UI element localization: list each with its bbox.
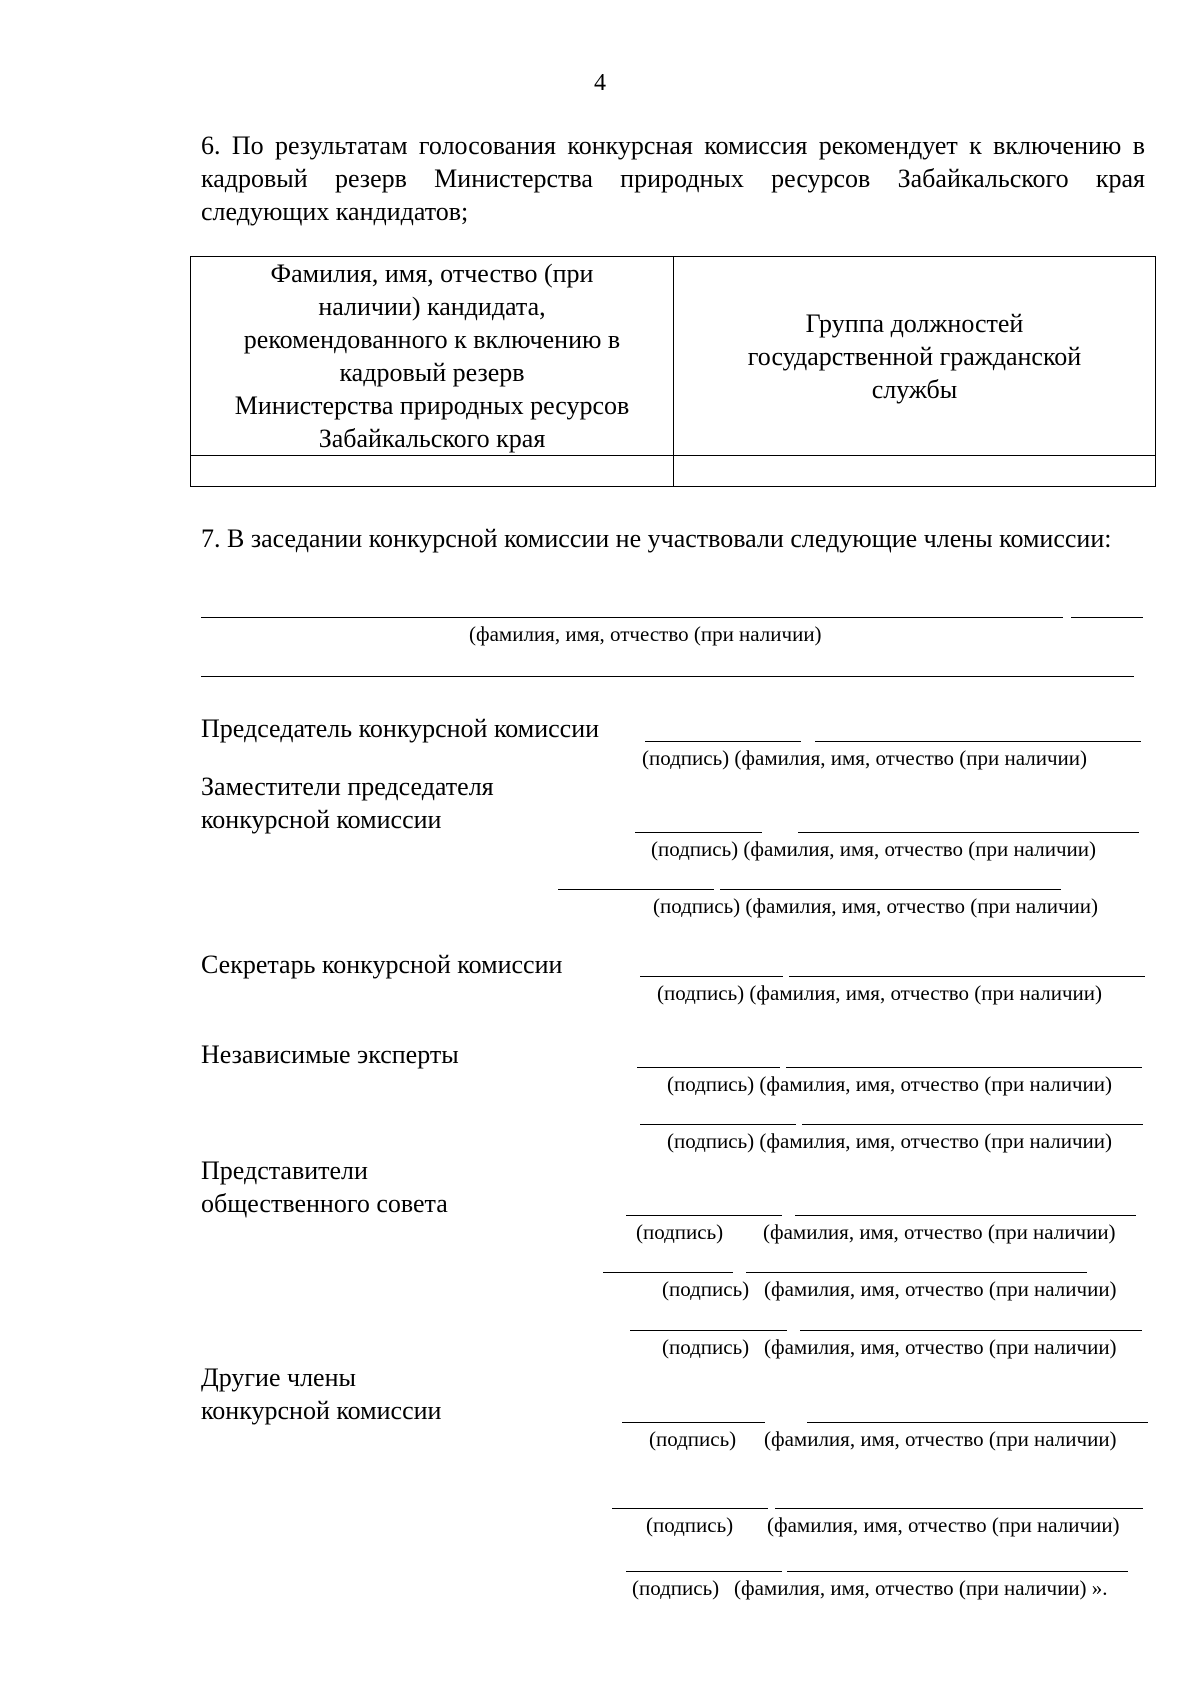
other-members-label: Другие члены конкурсной комиссии xyxy=(201,1363,442,1425)
signature-line[interactable] xyxy=(640,976,783,977)
header-line: государственной гражданской xyxy=(747,341,1082,371)
signature-caption-name-final: (фамилия, имя, отчество (при наличии) ». xyxy=(734,1576,1108,1600)
signature-line[interactable] xyxy=(637,1067,780,1068)
signature-caption-name: (фамилия, имя, отчество (при наличии) xyxy=(767,1513,1120,1537)
name-line[interactable] xyxy=(746,1272,1087,1273)
signature-caption-sign: (подпись) xyxy=(662,1277,750,1301)
signature-line[interactable] xyxy=(640,1124,796,1125)
name-line[interactable] xyxy=(775,1508,1143,1509)
signature-caption-sign: (подпись) xyxy=(636,1220,724,1244)
signature-line[interactable] xyxy=(622,1422,765,1423)
secretary-label: Секретарь конкурсной комиссии xyxy=(201,950,563,979)
table-cell[interactable] xyxy=(674,456,1156,487)
name-line[interactable] xyxy=(795,1215,1136,1216)
name-line[interactable] xyxy=(800,1330,1142,1331)
chairman-label: Председатель конкурсной комиссии xyxy=(201,714,600,743)
name-line[interactable] xyxy=(720,889,1061,890)
table-cell[interactable] xyxy=(191,456,674,487)
signature-caption: (подпись) (фамилия, имя, отчество (при наличии) xyxy=(642,746,1087,770)
signature-caption: (подпись) (фамилия, имя, отчество (при наличии) xyxy=(667,1129,1112,1153)
signature-line[interactable] xyxy=(626,1571,782,1572)
header-line: Министерства природных ресурсов xyxy=(234,391,630,420)
section-7-text: 7. В заседании конкурсной комиссии не участвовали следующие члены комиссии: xyxy=(201,524,1112,553)
table-row xyxy=(191,456,1156,487)
signature-caption: (подпись) (фамилия, имя, отчество (при наличии) xyxy=(667,1072,1112,1096)
header-position-group xyxy=(674,257,1156,456)
signature-line[interactable] xyxy=(603,1272,733,1273)
name-line[interactable] xyxy=(807,1422,1148,1423)
name-line[interactable] xyxy=(815,741,1141,742)
signature-line[interactable] xyxy=(645,741,801,742)
signature-caption-name: (фамилия, имя, отчество (при наличии) xyxy=(764,1277,1117,1301)
table-header-row xyxy=(191,257,1156,456)
absent-member-line[interactable] xyxy=(201,617,1063,618)
signature-caption-sign: (подпись) xyxy=(649,1427,737,1451)
signature-caption: (подпись) (фамилия, имя, отчество (при наличии) xyxy=(653,894,1098,918)
signature-caption: (подпись) (фамилия, имя, отчество (при наличии) xyxy=(657,981,1102,1005)
signature-caption-sign: (подпись) xyxy=(646,1513,734,1537)
name-line[interactable] xyxy=(802,1124,1143,1125)
signature-caption: (подпись) (фамилия, имя, отчество (при наличии) xyxy=(651,837,1096,861)
signature-line[interactable] xyxy=(558,889,714,890)
name-line[interactable] xyxy=(786,1067,1142,1068)
signature-caption-name: (фамилия, имя, отчество (при наличии) xyxy=(764,1335,1117,1359)
name-line[interactable] xyxy=(789,976,1145,977)
deputies-label: Заместители председателя конкурсной комиссии xyxy=(201,772,494,834)
header-line: Группа должностей xyxy=(805,308,1024,338)
header-line: наличии) кандидата, xyxy=(318,292,546,321)
absent-member-line[interactable] xyxy=(1071,617,1143,618)
public-council-label: Представители общественного совета xyxy=(201,1156,448,1218)
experts-label: Независимые эксперты xyxy=(201,1040,459,1069)
signature-line[interactable] xyxy=(626,1215,782,1216)
header-candidate-name xyxy=(191,257,674,456)
signature-caption-sign: (подпись) xyxy=(632,1576,720,1600)
signature-line[interactable] xyxy=(612,1508,768,1509)
header-line: рекомендованного к включению в xyxy=(243,325,621,354)
section-6-text: 6. По результатам голосования конкурсная комиссия рекомендует к включению в кадровый резерв Министерства природных ресурсов Забайкальского края следующих кандидатов; xyxy=(201,131,1145,226)
signature-caption-sign: (подпись) xyxy=(662,1335,750,1359)
header-line: службы xyxy=(871,374,958,404)
absent-member-caption: (фамилия, имя, отчество (при наличии) xyxy=(469,622,822,646)
signature-line[interactable] xyxy=(635,832,762,833)
signature-line[interactable] xyxy=(630,1330,787,1331)
header-line: кадровый резерв xyxy=(339,358,525,387)
candidates-table xyxy=(190,256,1156,487)
header-line: Фамилия, имя, отчество (при xyxy=(270,259,594,288)
name-line[interactable] xyxy=(787,1571,1128,1572)
signature-caption-name: (фамилия, имя, отчество (при наличии) xyxy=(764,1427,1117,1451)
name-line[interactable] xyxy=(798,832,1139,833)
page-number: 4 xyxy=(594,70,606,96)
absent-member-line[interactable] xyxy=(201,676,1134,677)
header-line: Забайкальского края xyxy=(318,424,546,453)
signature-caption-name: (фамилия, имя, отчество (при наличии) xyxy=(763,1220,1116,1244)
